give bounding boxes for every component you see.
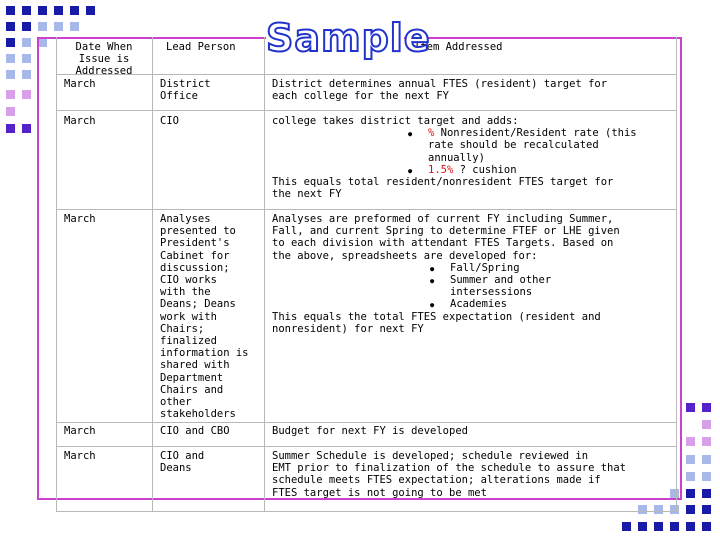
row5-date: March bbox=[64, 450, 96, 462]
row2-bullets bbox=[428, 127, 637, 176]
row3-lead-line: with the bbox=[160, 286, 211, 299]
decorative-square bbox=[22, 6, 31, 15]
row1-lead: District Office bbox=[160, 78, 211, 103]
row4-date: March bbox=[64, 425, 96, 437]
grid-line bbox=[56, 446, 676, 447]
grid-line bbox=[56, 511, 676, 512]
decorative-square bbox=[22, 22, 31, 31]
row3-lead-line: Analyses bbox=[160, 213, 211, 225]
row1-date: March bbox=[64, 78, 96, 90]
decorative-square bbox=[686, 472, 695, 481]
row2-date: March bbox=[64, 115, 96, 127]
grid-line bbox=[56, 37, 57, 512]
decorative-square bbox=[38, 6, 47, 15]
list-item: ● Summer and other intersessions bbox=[450, 274, 620, 298]
decorative-square bbox=[702, 472, 711, 481]
row3-lead-line: information is bbox=[160, 347, 249, 360]
row3-bullets bbox=[450, 262, 620, 311]
decorative-square bbox=[686, 522, 695, 531]
row3-lead-line: CIO works bbox=[160, 274, 217, 287]
decorative-square bbox=[686, 489, 695, 498]
row3-item: Analyses are preformed of current FY including Summer, Fall, and current Spring to determine FTEF or LHE given to each division with attendant FTES Targets. Based on the above, spreadsheets are developed for: ● Fall/Spring ● Summer and other intersessions ● Academies This equals the total FTES expectation (resident and nonresident) for next FY bbox=[272, 213, 620, 335]
decorative-square bbox=[54, 22, 63, 31]
decorative-square bbox=[702, 420, 711, 429]
row3-lead-line: Department bbox=[160, 371, 224, 384]
row3-lead bbox=[160, 213, 249, 420]
grid-line bbox=[56, 110, 676, 111]
row3-lead-line: stakeholders bbox=[160, 408, 236, 421]
row2-item: college takes district target and adds: ● % Nonresident/Resident rate (this rate should be recalculated annually) ● 1.5% ? cushion This equals total resident/nonresident FTES target for the next FY bbox=[272, 115, 637, 200]
row3-lead-line: shared with bbox=[160, 359, 230, 372]
row4-lead: CIO and CBO bbox=[160, 425, 230, 437]
decorative-square bbox=[670, 522, 679, 531]
decorative-square bbox=[686, 505, 695, 514]
decorative-square bbox=[6, 22, 15, 31]
grid-line bbox=[56, 422, 676, 423]
list-item: ● Academies bbox=[450, 298, 620, 310]
row3-lead-line: presented to bbox=[160, 225, 236, 238]
decorative-square bbox=[6, 124, 15, 133]
decorative-square bbox=[638, 522, 647, 531]
decorative-square bbox=[22, 90, 31, 99]
row3-lead-line: other bbox=[160, 396, 192, 409]
decorative-square bbox=[622, 522, 631, 531]
list-item: ● % Nonresident/Resident rate (this rate should be recalculated annually) bbox=[428, 127, 637, 164]
row2-lead: CIO bbox=[160, 115, 179, 127]
row3-lead-line: finalized bbox=[160, 335, 217, 348]
decorative-square bbox=[6, 107, 15, 116]
decorative-square bbox=[70, 22, 79, 31]
sample-wordart: Sample bbox=[266, 16, 431, 60]
row4-item: Budget for next FY is developed bbox=[272, 425, 468, 437]
decorative-square bbox=[38, 22, 47, 31]
header-lead-person: Lead Person bbox=[166, 41, 236, 53]
row3-lead-line: work with bbox=[160, 310, 217, 323]
row3-lead-line: Chairs and bbox=[160, 383, 224, 396]
row3-lead-line: President's bbox=[160, 237, 230, 250]
decorative-square bbox=[702, 403, 711, 412]
decorative-square bbox=[638, 505, 647, 514]
decorative-square bbox=[22, 70, 31, 79]
grid-line bbox=[264, 37, 265, 512]
decorative-square bbox=[22, 54, 31, 63]
decorative-square bbox=[670, 505, 679, 514]
header-item-addressed: Item Addressed bbox=[414, 41, 503, 53]
row3-lead-line: Chairs; bbox=[160, 322, 205, 335]
decorative-square bbox=[702, 455, 711, 464]
header-date: Date When Issue is Addressed bbox=[75, 41, 133, 78]
decorative-square bbox=[6, 6, 15, 15]
decorative-square bbox=[54, 6, 63, 15]
row3-lead-line: Cabinet for bbox=[160, 249, 230, 262]
decorative-square bbox=[86, 6, 95, 15]
decorative-square bbox=[686, 455, 695, 464]
list-item: ● Fall/Spring bbox=[450, 262, 620, 274]
row3-lead-line: discussion; bbox=[160, 261, 230, 274]
row5-item: Summer Schedule is developed; schedule reviewed in EMT prior to finalization of the schedule to assure that schedule meets FTES expectation; alterations made if FTES target is not going to be met bbox=[272, 450, 627, 499]
decorative-square bbox=[6, 54, 15, 63]
decorative-square bbox=[702, 437, 711, 446]
list-item: ● 1.5% ? cushion bbox=[428, 164, 637, 176]
decorative-square bbox=[654, 522, 663, 531]
decorative-square bbox=[6, 38, 15, 47]
decorative-square bbox=[702, 505, 711, 514]
grid-line bbox=[56, 209, 676, 210]
decorative-square bbox=[654, 505, 663, 514]
row5-lead: CIO and Deans bbox=[160, 450, 205, 475]
decorative-square bbox=[22, 124, 31, 133]
decorative-square bbox=[70, 6, 79, 15]
decorative-square bbox=[22, 38, 31, 47]
grid-line bbox=[676, 37, 677, 512]
decorative-square bbox=[6, 70, 15, 79]
decorative-square bbox=[6, 90, 15, 99]
grid-line bbox=[152, 37, 153, 512]
decorative-square bbox=[702, 489, 711, 498]
row1-item: District determines annual FTES (resident) target for each college for the next FY bbox=[272, 78, 608, 103]
decorative-square bbox=[686, 437, 695, 446]
row3-date: March bbox=[64, 213, 96, 225]
row3-lead-line: Deans; Deans bbox=[160, 298, 236, 311]
decorative-square bbox=[702, 522, 711, 531]
decorative-square bbox=[686, 403, 695, 412]
